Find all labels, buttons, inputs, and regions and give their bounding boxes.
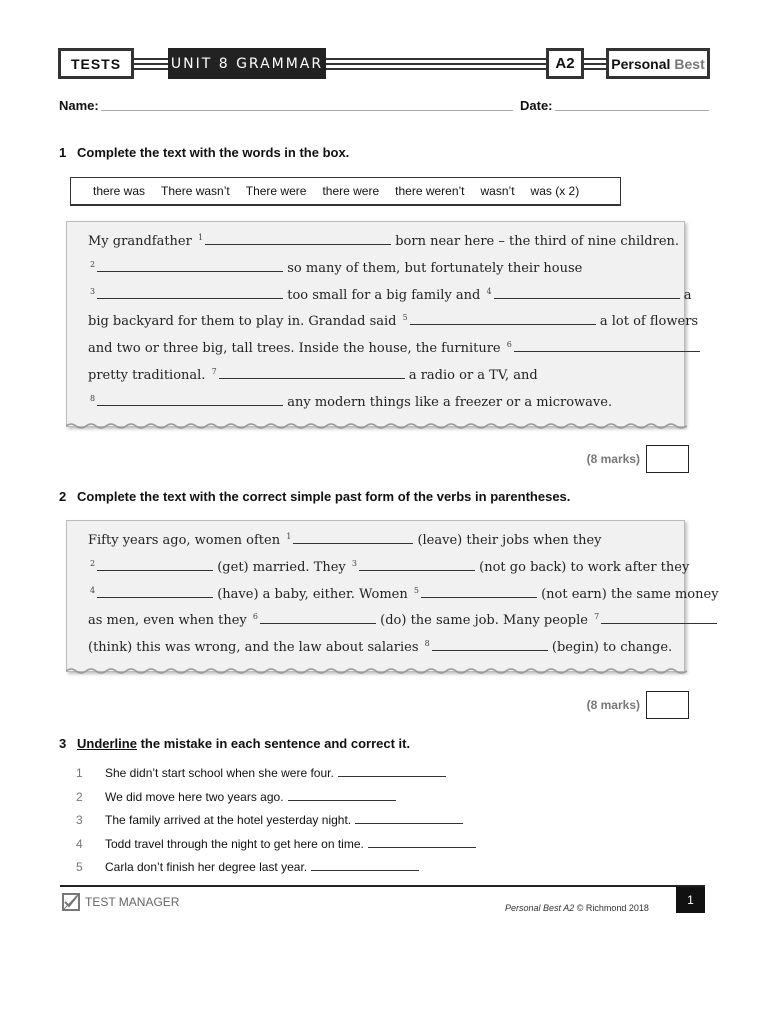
answer-blank[interactable] <box>338 767 446 777</box>
question-1-heading <box>59 145 349 160</box>
torn-edge <box>66 667 687 677</box>
answer-blank[interactable] <box>293 534 413 544</box>
passage-line: Fifty years ago, women often $^1$ (leave) their jobs when they <box>88 532 602 548</box>
answer-blank[interactable] <box>355 814 463 824</box>
sentence-text: Carla don’t finish her degree last year. <box>105 860 308 874</box>
sentence-text: Todd travel through the night to get here on time. <box>105 836 364 851</box>
score-box[interactable] <box>646 445 689 473</box>
page-number: 1 <box>676 887 705 913</box>
q2-passage <box>88 524 719 658</box>
item-number: 3 <box>76 813 83 827</box>
passage-line: as men, even when they $^6$ (do) the same job. Many people $^7$ <box>88 604 668 631</box>
word-option: was (x 2) <box>530 184 580 198</box>
answer-blank[interactable] <box>514 342 700 352</box>
passage-line: big backyard for them to play in. Grandad said $^5$ a lot of flowers <box>88 313 699 330</box>
marks-label: (8 marks) <box>586 698 640 712</box>
answer-blank[interactable] <box>494 289 680 299</box>
word-option: wasn’t <box>480 184 515 198</box>
passage-line: (think) this was wrong, and the law about salaries $^8$ (begin) to change. <box>88 639 673 656</box>
passage-line: $^2$ so many of them, but fortunately their house <box>90 259 583 276</box>
word-option: there weren’t <box>395 184 465 198</box>
q3-sentence-list <box>76 766 576 884</box>
answer-blank[interactable] <box>311 861 419 871</box>
q1-text-panel <box>66 221 699 427</box>
passage-line: $^4$ (have) a baby, either. Women $^5$ (not earn) the same money <box>90 585 719 602</box>
sentence-text: She didn’t start school when she were four. <box>105 766 334 780</box>
passage-line: My grandfather $^1$ born near here – the third of nine children. <box>88 233 680 249</box>
brand-logo <box>606 48 710 79</box>
passage-line: $^2$ (get) married. They $^3$ (not go back) to work after they <box>90 558 690 575</box>
item-number: 2 <box>76 789 83 804</box>
answer-blank[interactable] <box>205 235 391 245</box>
answer-blank[interactable] <box>410 315 596 325</box>
list-item <box>76 790 576 814</box>
question-3-heading <box>59 736 410 751</box>
date-field[interactable] <box>555 110 709 111</box>
brand-name-part2: Best <box>674 55 705 72</box>
answer-blank[interactable] <box>260 614 376 624</box>
question-instruction: Complete the text with the words in the box. <box>77 145 350 160</box>
date-label: Date: <box>520 98 553 113</box>
item-number: 5 <box>76 860 83 874</box>
answer-blank[interactable] <box>97 396 283 406</box>
checkmark-box-icon <box>62 893 80 911</box>
word-box <box>70 177 621 206</box>
passage-line: pretty traditional. $^7$ a radio or a TV, and <box>88 366 538 383</box>
question-number: 2 <box>59 489 67 504</box>
question-instruction: the mistake in each sentence and correct it. <box>140 736 411 751</box>
word-option: There were <box>245 184 307 198</box>
word-option: there were <box>322 184 380 198</box>
copyright: Personal Best A2 © Richmond 2018 <box>505 903 649 913</box>
test-manager-label: TEST MANAGER <box>85 895 180 909</box>
passage-line: and two or three big, tall trees. Inside the house, the furniture $^6$ <box>88 332 668 359</box>
answer-blank[interactable] <box>421 588 537 598</box>
question-number: 3 <box>59 736 67 751</box>
list-item <box>76 813 576 837</box>
answer-blank[interactable] <box>97 588 213 598</box>
list-item <box>76 860 576 884</box>
answer-blank[interactable] <box>97 289 283 299</box>
word-option: There wasn’t <box>161 184 230 198</box>
brand-name-part1: Personal <box>611 55 671 72</box>
tests-label: TESTS <box>58 48 134 79</box>
answer-blank[interactable] <box>288 791 396 801</box>
q1-passage <box>88 225 699 413</box>
answer-blank[interactable] <box>219 369 405 379</box>
question-2-heading <box>59 489 570 504</box>
marks-label: (8 marks) <box>586 452 640 466</box>
answer-blank[interactable] <box>97 262 283 272</box>
name-label: Name: <box>59 98 99 113</box>
level-badge: A2 <box>546 48 584 79</box>
instruction-underlined: Underline <box>77 736 137 751</box>
answer-blank[interactable] <box>97 561 213 571</box>
header-band <box>58 48 710 79</box>
passage-line: $^8$ any modern things like a freezer or a microwave. <box>90 393 613 410</box>
answer-blank[interactable] <box>601 614 717 624</box>
sentence-text: We did move here two years ago. <box>105 789 284 804</box>
word-option: there was <box>93 184 146 198</box>
footer-rule <box>60 885 705 887</box>
passage-line: $^3$ too small for a big family and $^4$ a <box>90 286 692 303</box>
answer-blank[interactable] <box>359 561 475 571</box>
item-number: 1 <box>76 766 83 780</box>
unit-title: UNIT 8 GRAMMAR <box>168 48 326 79</box>
answer-blank[interactable] <box>432 641 548 651</box>
name-field[interactable] <box>101 110 513 111</box>
torn-edge <box>66 422 687 432</box>
list-item <box>76 766 576 790</box>
q2-text-panel <box>66 520 719 672</box>
score-box[interactable] <box>646 691 689 719</box>
question-instruction: Complete the text with the correct simple past form of the verbs in parentheses. <box>77 489 571 504</box>
item-number: 4 <box>76 836 83 851</box>
test-manager-logo <box>62 893 179 911</box>
question-number: 1 <box>59 145 67 160</box>
sentence-text: The family arrived at the hotel yesterday night. <box>105 813 352 827</box>
answer-blank[interactable] <box>368 838 476 848</box>
list-item <box>76 837 576 861</box>
